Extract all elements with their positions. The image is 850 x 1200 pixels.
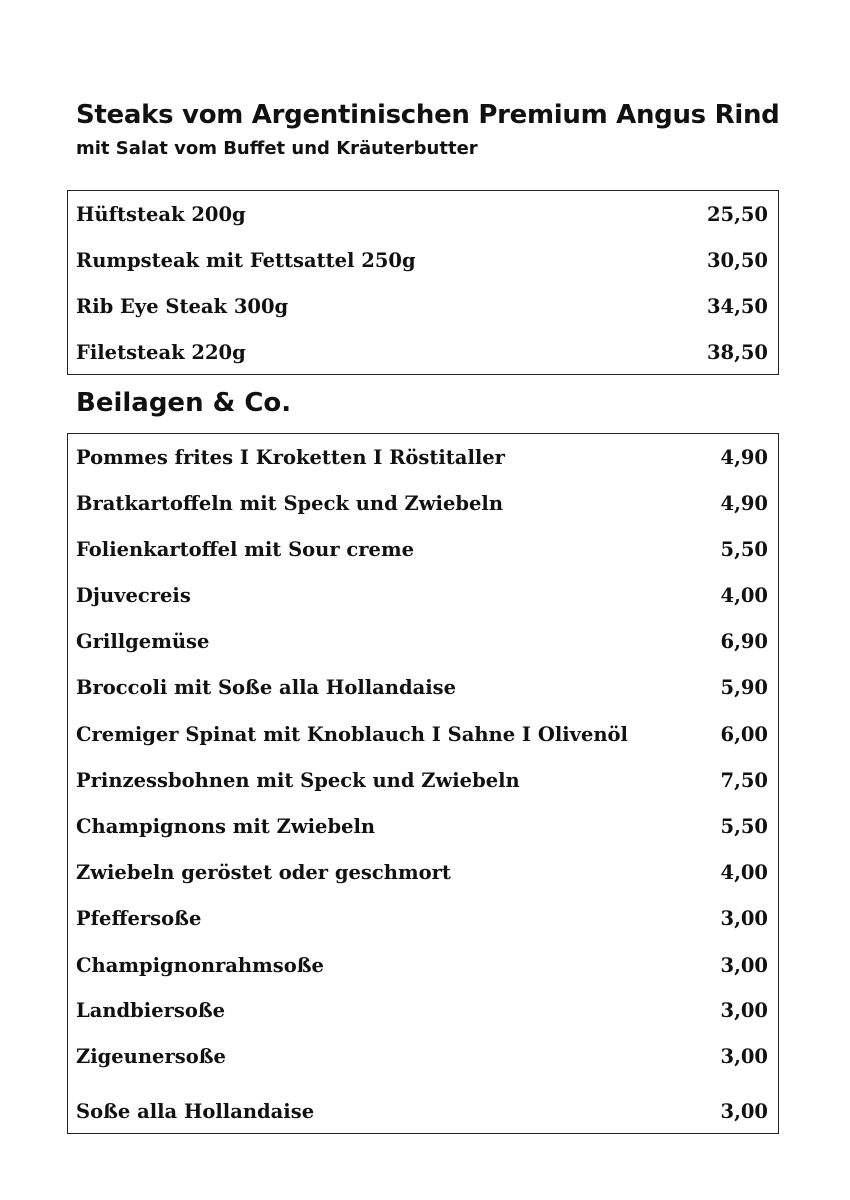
menu-item-name: Folienkartoffel mit Sour creme [76, 537, 414, 561]
menu-item-name: Champignons mit Zwiebeln [76, 814, 376, 838]
menu-item-price: 5,50 [720, 814, 768, 838]
menu-item-price: 3,00 [720, 906, 768, 930]
menu-item-name: Djuvecreis [76, 583, 191, 607]
menu-item-price: 4,00 [720, 860, 768, 884]
menu-item [76, 673, 768, 701]
menu-item-name: Cremiger Spinat mit Knoblauch I Sahne I Olivenöl [76, 722, 628, 746]
menu-item [76, 904, 768, 932]
menu-item [76, 627, 768, 655]
menu-item [76, 246, 768, 274]
menu-item-name: Filetsteak 220g [76, 340, 246, 364]
menu-item-name: Grillgemüse [76, 629, 210, 653]
menu-item [76, 1042, 768, 1070]
steaks-section-subtitle: mit Salat vom Buffet und Kräuterbutter [76, 138, 478, 159]
menu-item [76, 951, 768, 979]
menu-item [76, 200, 768, 228]
menu-item-price: 25,50 [706, 202, 768, 226]
menu-item-name: Landbiersoße [76, 998, 226, 1022]
menu-item [76, 766, 768, 794]
sides-price-list [67, 433, 779, 1134]
menu-item-price: 5,50 [720, 537, 768, 561]
menu-item-price: 6,90 [720, 629, 768, 653]
menu-item-price: 3,00 [720, 953, 768, 977]
menu-item [76, 292, 768, 320]
steaks-section-title: Steaks vom Argentinischen Premium Angus Rind [76, 100, 780, 130]
menu-item-name: Rib Eye Steak 300g [76, 294, 289, 318]
menu-item-price: 4,00 [720, 583, 768, 607]
menu-item-name: Soße alla Hollandaise [76, 1099, 315, 1123]
menu-item-name: Pfeffersoße [76, 906, 202, 930]
menu-item [76, 720, 768, 748]
menu-item-price: 6,00 [720, 722, 768, 746]
menu-item-name: Rumpsteak mit Fettsattel 250g [76, 248, 416, 272]
menu-item-name: Zwiebeln geröstet oder geschmort [76, 860, 451, 884]
menu-item-name: Champignonrahmsoße [76, 953, 324, 977]
menu-item-price: 3,00 [720, 1044, 768, 1068]
menu-item [76, 1097, 768, 1125]
menu-item [76, 535, 768, 563]
menu-item-price: 3,00 [720, 998, 768, 1022]
menu-item-name: Broccoli mit Soße alla Hollandaise [76, 675, 457, 699]
menu-item [76, 858, 768, 886]
menu-item-price: 4,90 [720, 491, 768, 515]
menu-item-price: 4,90 [720, 445, 768, 469]
menu-item [76, 812, 768, 840]
menu-item [76, 443, 768, 471]
menu-item [76, 581, 768, 609]
menu-item-name: Pommes frites I Kroketten I Röstitaller [76, 445, 505, 469]
menu-item-price: 3,00 [720, 1099, 768, 1123]
menu-item-price: 38,50 [706, 340, 768, 364]
menu-item-price: 30,50 [706, 248, 768, 272]
menu-item-name: Prinzessbohnen mit Speck und Zwiebeln [76, 768, 520, 792]
menu-item [76, 996, 768, 1024]
menu-item-name: Zigeunersoße [76, 1044, 226, 1068]
sides-section-title: Beilagen & Co. [76, 388, 292, 418]
menu-item-price: 7,50 [720, 768, 768, 792]
steaks-price-list [67, 190, 779, 375]
menu-item [76, 489, 768, 517]
menu-item-name: Bratkartoffeln mit Speck und Zwiebeln [76, 491, 503, 515]
menu-item [76, 338, 768, 366]
menu-item-name: Hüftsteak 200g [76, 202, 246, 226]
menu-item-price: 34,50 [706, 294, 768, 318]
menu-item-price: 5,90 [720, 675, 768, 699]
